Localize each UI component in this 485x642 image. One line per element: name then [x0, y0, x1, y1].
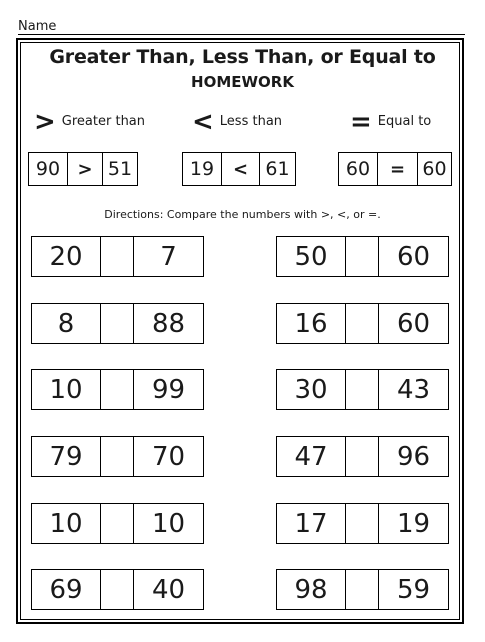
problem-row — [276, 569, 449, 610]
greater-than-label: Greater than — [61, 114, 146, 129]
directions-text: Directions: Compare the numbers with >, <, or =. — [104, 208, 381, 221]
problem-row — [31, 236, 204, 277]
problem-row — [31, 303, 204, 344]
answer-box[interactable] — [100, 437, 134, 476]
first-number: 47 — [294, 441, 328, 472]
second-number: 19 — [396, 508, 431, 539]
second-number: 7 — [160, 241, 177, 272]
example-right-number: 51 — [102, 153, 137, 185]
answer-box[interactable] — [100, 504, 134, 543]
first-number: 17 — [294, 508, 328, 539]
legend-greater — [34, 107, 146, 137]
first-number: 50 — [294, 241, 328, 272]
problem-row — [31, 503, 204, 544]
greater-than-symbol: > — [34, 107, 56, 137]
problem-row — [276, 303, 449, 344]
example-right-number: 60 — [417, 153, 451, 185]
problem-row — [31, 369, 204, 410]
equal-to-symbol: = — [350, 107, 372, 137]
less-than-symbol: < — [192, 107, 214, 137]
example-operator: = — [377, 153, 417, 185]
example-operator: < — [221, 153, 259, 185]
first-number: 10 — [49, 508, 83, 539]
second-number: 10 — [151, 508, 186, 539]
second-number: 88 — [151, 308, 186, 339]
example-equal — [338, 152, 452, 186]
legend-equal — [350, 107, 432, 137]
answer-box[interactable] — [100, 370, 134, 409]
second-number: 70 — [151, 441, 186, 472]
example-left-number: 90 — [35, 158, 61, 180]
second-number: 99 — [151, 374, 186, 405]
problem-row — [276, 503, 449, 544]
problem-row — [276, 236, 449, 277]
example-less — [182, 152, 296, 186]
first-number: 20 — [49, 241, 83, 272]
first-number: 98 — [294, 574, 328, 605]
answer-box[interactable] — [345, 504, 379, 543]
first-number: 30 — [294, 374, 328, 405]
first-number: 8 — [57, 308, 75, 339]
example-operator: > — [67, 153, 102, 185]
name-line — [18, 34, 465, 35]
second-number: 96 — [396, 441, 431, 472]
second-number: 60 — [396, 308, 431, 339]
answer-box[interactable] — [345, 237, 379, 276]
problem-row — [31, 436, 204, 477]
problem-row — [276, 369, 449, 410]
answer-box[interactable] — [100, 237, 134, 276]
first-number: 10 — [49, 374, 83, 405]
first-number: 79 — [49, 441, 83, 472]
name-label: Name — [18, 19, 57, 34]
equal-to-label: Equal to — [377, 114, 432, 129]
less-than-label: Less than — [219, 114, 283, 129]
legend-less — [192, 107, 283, 137]
answer-box[interactable] — [345, 304, 379, 343]
example-left-number: 19 — [189, 158, 215, 180]
example-right-number: 61 — [259, 153, 295, 185]
answer-box[interactable] — [345, 370, 379, 409]
first-number: 16 — [294, 308, 328, 339]
answer-box[interactable] — [345, 570, 379, 609]
answer-box[interactable] — [100, 304, 134, 343]
worksheet-subtitle: HOMEWORK — [191, 73, 294, 91]
answer-box[interactable] — [100, 570, 134, 609]
problem-row — [31, 569, 204, 610]
second-number: 59 — [396, 574, 431, 605]
second-number: 43 — [396, 374, 431, 405]
worksheet-title: Greater Than, Less Than, or Equal to — [49, 46, 436, 68]
problem-row — [276, 436, 449, 477]
second-number: 40 — [151, 574, 186, 605]
first-number: 69 — [49, 574, 83, 605]
example-left-number: 60 — [345, 158, 371, 180]
second-number: 60 — [396, 241, 431, 272]
answer-box[interactable] — [345, 437, 379, 476]
example-greater — [28, 152, 138, 186]
